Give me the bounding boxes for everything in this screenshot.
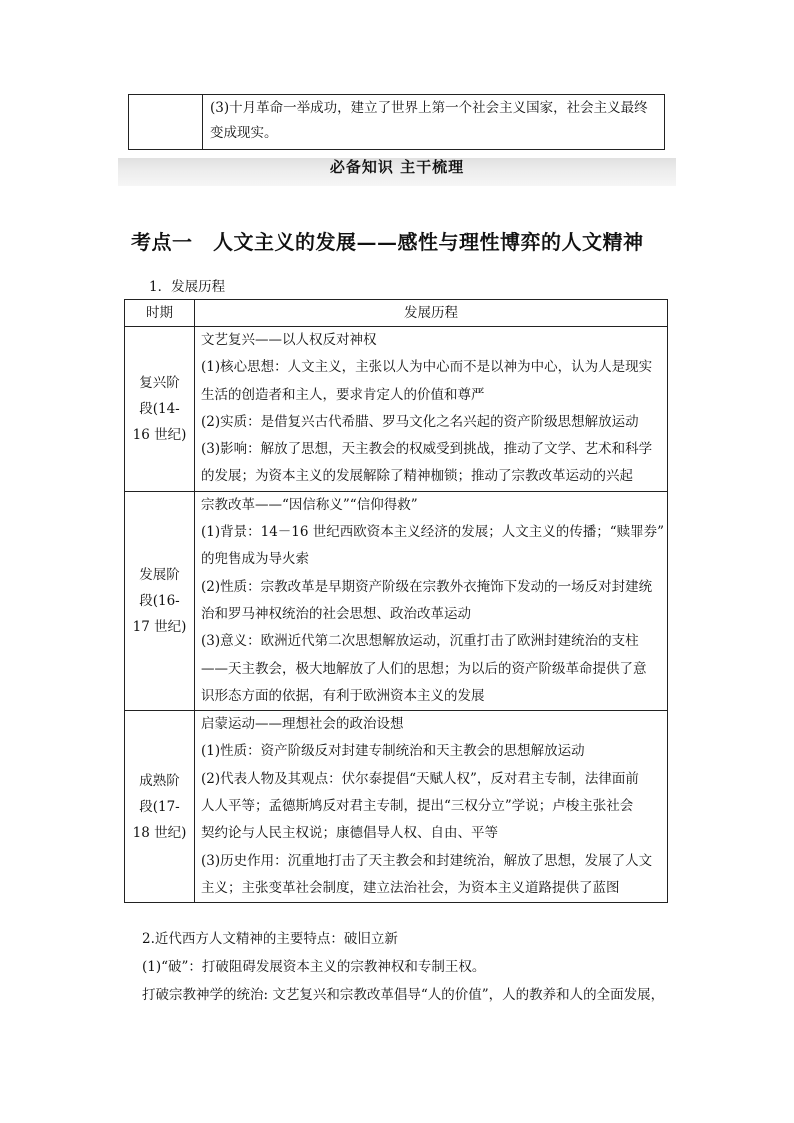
period-cell: [125, 491, 195, 710]
detail-line: (2)实质：是借复兴古代希腊、罗马文化之名兴起的资产阶级思想解放运动: [201, 413, 639, 430]
detail-line: (2)代表人物及其观点：伏尔泰提倡“天赋人权”，反对君主专制，法律面前: [201, 770, 639, 787]
period-line: 16 世纪): [132, 426, 187, 443]
detail-line: 生活的创造者和主人，要求肯定人的价值和尊严: [201, 386, 485, 403]
detail-line: 的兜售成为导火索: [201, 551, 309, 568]
period-line: 成熟阶: [139, 772, 180, 789]
section-title: 考点一 人文主义的发展——感性与理性博弈的人文精神: [131, 230, 644, 254]
period-line: 段(16-: [139, 592, 180, 609]
detail-line: (3)意义：欧洲近代第二次思想解放运动，沉重打击了欧洲封建统治的支柱: [201, 633, 639, 650]
detail-line: 契约论与人民主权说；康德倡导人权、自由、平等: [201, 825, 498, 842]
detail-line: 治和罗马神权统治的社会思想、政治改革运动: [201, 605, 471, 622]
period-line: 复兴阶: [139, 374, 180, 391]
sub-heading: 1．发展历程: [149, 279, 226, 295]
detail-line: 识形态方面的依据，有利于欧洲资本主义的发展: [201, 687, 485, 704]
detail-line: (2)性质：宗教改革是早期资产阶级在宗教外衣掩饰下发动的一场反对封建统: [201, 578, 653, 595]
paragraph: (1)“破”：打破阻碍发展资本主义的宗教神权和专制王权。: [142, 959, 486, 975]
detail-line: 文艺复兴——以人权反对神权: [201, 332, 377, 348]
table-row: [125, 711, 668, 903]
period-line: 18 世纪): [132, 824, 187, 841]
detail-cell: [195, 491, 668, 710]
header-period: 时期: [125, 300, 195, 327]
detail-line: ——天主教会，极大地解放了人们的思想；为以后的资产阶级革命提供了意: [201, 660, 647, 677]
detail-cell: [195, 711, 668, 903]
empty-cell: [129, 95, 203, 149]
previous-table-fragment: [128, 94, 665, 150]
detail-line: 启蒙运动——理想社会的政治设想: [201, 716, 404, 733]
development-table: [124, 299, 668, 903]
banner-title: 必备知识 主干梳理: [329, 158, 465, 176]
detail-line: (3)影响：解放了思想，天主教会的权威受到挑战，推动了文学、艺术和科学: [201, 441, 653, 458]
paragraph-heading: 2.近代西方人文精神的主要特点：破旧立新: [142, 931, 398, 947]
period-line: 发展阶: [139, 566, 180, 583]
period-cell: [125, 327, 195, 492]
period-line: 17 世纪): [132, 618, 187, 635]
detail-line: (1)核心思想：人文主义，主张以人为中心而不是以神为中心，认为人是现实: [201, 359, 653, 376]
table-row: [125, 327, 668, 492]
period-line: 段(14-: [139, 400, 180, 417]
detail-line: (3)历史作用：沉重地打击了天主教会和封建统治，解放了思想，发展了人文: [201, 852, 653, 869]
detail-line: (1)背景：14－16 世纪西欧资本主义经济的发展；人文主义的传播；“赎罪券”: [201, 524, 665, 541]
detail-line: 宗教改革——“因信称义”“信仰得救”: [201, 496, 418, 513]
period-line: 段(17-: [139, 798, 180, 815]
detail-line: 的发展；为资本主义的发展解除了精神枷锁；推动了宗教改革运动的兴起: [201, 468, 633, 485]
table-cell: [203, 95, 664, 149]
table-row: [125, 491, 668, 710]
period-cell: [125, 711, 195, 903]
detail-line: (1)性质：资产阶级反对封建专制统治和天主教会的思想解放运动: [201, 743, 585, 760]
section-banner: [118, 158, 676, 186]
cell-line: 变成现实。: [210, 125, 278, 141]
paragraph: 打破宗教神学的统治: 文艺复兴和宗教改革倡导“人的价值”，人的教养和人的全面发展，: [142, 987, 665, 1003]
detail-line: 人人平等；孟德斯鸠反对君主专制，提出“三权分立”学说；卢梭主张社会: [201, 798, 634, 815]
detail-cell: [195, 327, 668, 492]
table-header-row: [125, 300, 668, 327]
detail-line: 主义；主张变革社会制度，建立法治社会，为资本主义道路提供了蓝图: [201, 879, 620, 896]
cell-line: (3)十月革命一举成功，建立了世界上第一个社会主义国家，社会主义最终: [210, 100, 648, 116]
header-process: 发展历程: [195, 300, 668, 327]
